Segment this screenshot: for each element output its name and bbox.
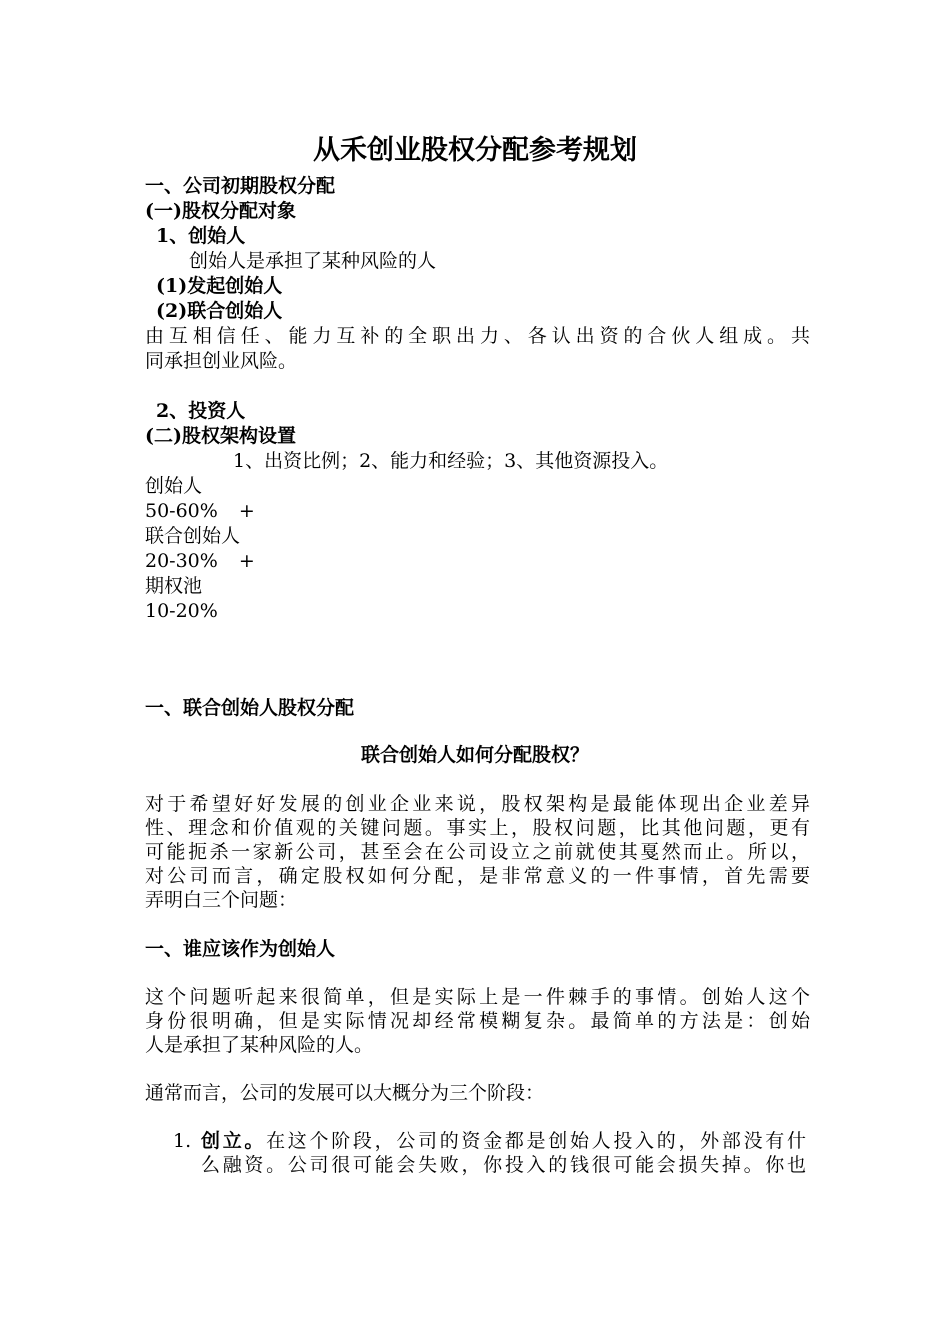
intro-line-4: 对公司而言，确定股权如何分配，是非常意义的一件事情，首先需要 [145,865,810,887]
alloc-cofounder-label: 联合创始人 [145,525,241,547]
intro-line-2: 性、理念和价值观的关键问题。事实上，股权问题，比其他问题，更有 [145,817,810,839]
stage-1-line-1 [201,1129,806,1153]
q1-para-line-2: 身份很明确，但是实际情况却经常模糊复杂。最简单的方法是：创始 [145,1010,810,1032]
stage-1-line-2: 么融资。公司很可能会失败，你投入的钱很可能会损失掉。你也 [201,1154,806,1176]
item-initiating-founder: (1)发起创始人 [156,275,283,297]
equity-factors: 1、出资比例；2、能力和经验；3、其他资源投入。 [233,450,669,472]
stage-1-text: 在这个阶段，公司的资金都是创始人投入的，外部没有什 [266,1130,806,1152]
stage-1-title: 创立。 [201,1130,267,1152]
subsection-heading-2: (二)股权架构设置 [145,425,296,447]
intro-line-3: 可能扼杀一家新公司，甚至会在公司设立之前就使其戛然而止。所以， [145,841,810,863]
intro-line-5: 弄明白三个问题： [145,889,298,911]
q1-para-line-1: 这个问题听起来很简单，但是实际上是一件棘手的事情。创始人这个 [145,986,810,1008]
list-number-1: 1. [173,1130,192,1152]
section-heading-2: 一、联合创始人股权分配 [145,697,355,719]
question-heading: 联合创始人如何分配股权？ [360,744,589,766]
co-founder-desc-line-2: 同承担创业风险。 [145,350,298,372]
item-investor: 2、投资人 [156,400,246,422]
alloc-cofounder-value [145,549,255,573]
item-founder: 1、创始人 [156,225,246,247]
stages-intro: 通常而言，公司的发展可以大概分为三个阶段： [145,1082,545,1104]
alloc-founder-label: 创始人 [145,475,203,497]
alloc-founder-value [145,499,255,523]
section-heading-1: 一、公司初期股权分配 [145,175,336,197]
plus-sign: + [238,500,255,522]
intro-line-1: 对于希望好好发展的创业企业来说，股权架构是最能体现出企业差异 [145,793,810,815]
co-founder-desc-line-1: 由互相信任、能力互补的全职出力、各认出资的合伙人组成。共 [145,325,810,347]
subsection-heading-1: (一)股权分配对象 [145,200,296,222]
alloc-option-pool-label: 期权池 [145,575,203,597]
page-title: 从禾创业股权分配参考规划 [313,135,637,166]
question-1-heading: 一、谁应该作为创始人 [145,938,336,960]
alloc-option-pool-value: 10-20% [145,600,218,622]
alloc-cofounder-percent: 20-30% [145,550,218,572]
q1-para-line-3: 人是承担了某种风险的人。 [145,1034,374,1056]
alloc-founder-percent: 50-60% [145,500,218,522]
plus-sign: + [238,550,255,572]
item-founder-desc: 创始人是承担了某种风险的人 [189,250,437,272]
item-co-founder: (2)联合创始人 [156,300,283,322]
